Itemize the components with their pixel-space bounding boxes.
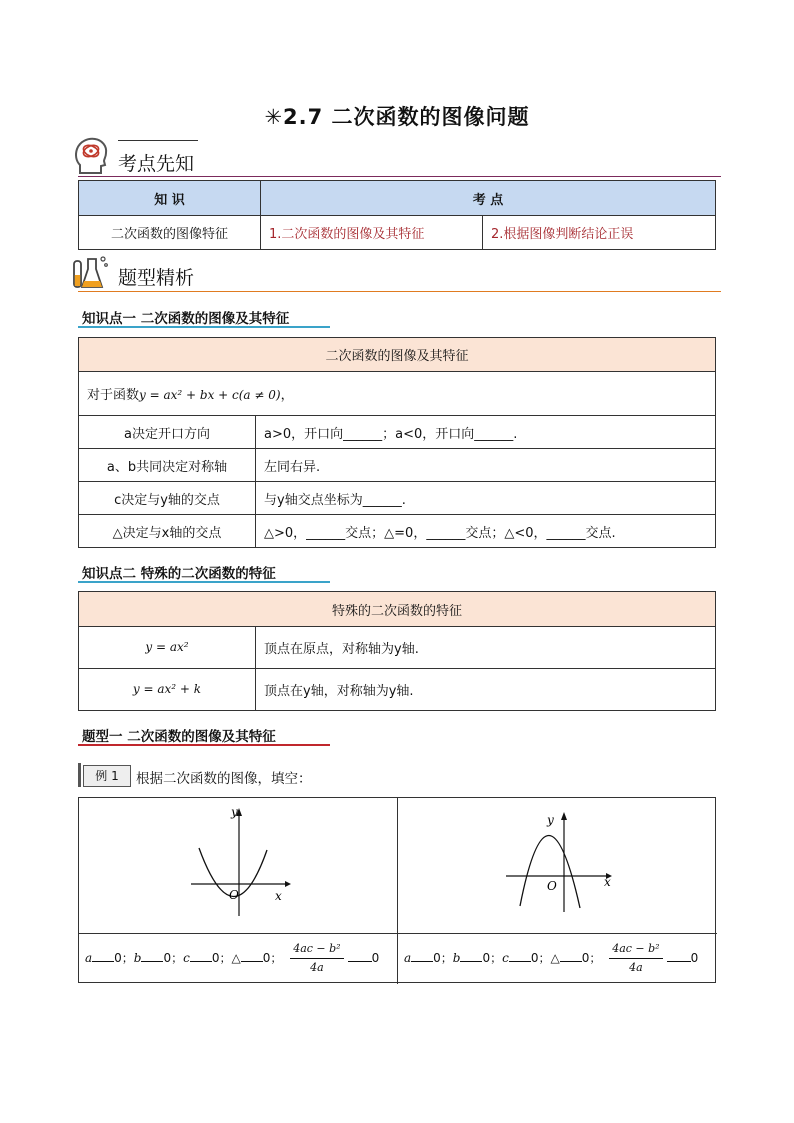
answer-line-2 <box>404 936 716 980</box>
var-delta: △ <box>231 951 241 965</box>
features-intro <box>79 372 716 416</box>
row-right-2: 左同右异. <box>256 449 716 482</box>
graph1-x-label: x <box>275 889 282 903</box>
blank-end: 0； <box>433 951 453 965</box>
row-left-3: c决定与y轴的交点 <box>79 482 256 515</box>
var-c: c <box>502 951 509 965</box>
special-left-2 <box>79 669 256 711</box>
blank-end: 0； <box>211 951 232 965</box>
brain-icon <box>74 137 108 175</box>
section-underline <box>78 176 721 177</box>
blank-end: 0； <box>530 951 551 965</box>
last-zero: 0 <box>690 951 699 965</box>
blank-end: 0； <box>262 951 283 965</box>
answer-line-1 <box>85 936 397 980</box>
example-label: 例 1 <box>83 765 131 787</box>
graph2-origin-label: O <box>547 879 557 893</box>
section-underline-2 <box>78 291 721 292</box>
graph-upward-parabola <box>179 804 299 924</box>
kp1-underline <box>78 326 330 328</box>
section-heading-exam-points: 考点先知 <box>118 153 195 175</box>
kp2-underline <box>78 581 330 583</box>
row-left-4: △决定与x轴的交点 <box>79 515 256 548</box>
graph-downward-parabola <box>502 804 622 924</box>
row-left-1: a决定开口方向 <box>79 416 256 449</box>
graph1-y-label: y <box>231 805 238 819</box>
graph2-x-label: x <box>604 875 611 889</box>
special-right-1: 顶点在原点，对称轴为y轴. <box>256 627 716 669</box>
formula-2: y = ax² + k <box>132 682 202 696</box>
var-delta: △ <box>550 951 560 965</box>
col-knowledge-header: 知 识 <box>79 181 261 216</box>
row-right-3: 与y轴交点坐标为______. <box>256 482 716 515</box>
graph2-y-label: y <box>547 813 554 827</box>
row-left-2: a、b共同决定对称轴 <box>79 449 256 482</box>
type1-underline <box>78 744 330 746</box>
intro-formula: y = ax² + bx + c(a ≠ 0) <box>139 388 281 402</box>
fraction-1 <box>290 942 343 975</box>
var-c: c <box>183 951 190 965</box>
last-zero: 0 <box>371 951 380 965</box>
var-a: a <box>85 951 93 965</box>
example-badge <box>78 763 130 787</box>
exam-point-1: 1.二次函数的图像及其特征 <box>261 216 483 250</box>
special-functions-table <box>78 591 716 711</box>
var-b: b <box>452 951 461 965</box>
var-a: a <box>404 951 412 965</box>
document-title: ✳2.7 二次函数的图像问题 <box>264 105 530 129</box>
var-b: b <box>133 951 142 965</box>
section-heading-question-types: 题型精析 <box>118 267 195 289</box>
example-table <box>78 797 716 983</box>
formula-1: y = ax² <box>145 640 189 654</box>
blank-end: 0； <box>482 951 503 965</box>
row-right-1: a>0，开口向______；a<0，开口向______. <box>256 416 716 449</box>
frac-num: 4ac − b² <box>609 942 662 959</box>
fraction-2 <box>609 942 662 975</box>
graph1-origin-label: O <box>229 888 239 902</box>
features-table-header: 二次函数的图像及其特征 <box>79 338 716 372</box>
example-prompt: 根据二次函数的图像，填空： <box>136 771 312 787</box>
blank-end: 0； <box>163 951 184 965</box>
frac-den: 4a <box>629 961 643 974</box>
special-right-2: 顶点在y轴，对称轴为y轴. <box>256 669 716 711</box>
knowledge-point-1-heading: 知识点一 二次函数的图像及其特征 <box>82 311 290 327</box>
special-table-header: 特殊的二次函数的特征 <box>79 592 716 627</box>
features-table <box>78 337 716 548</box>
col-exam-header: 考 点 <box>261 181 716 216</box>
exam-points-table <box>78 180 716 250</box>
blank-end: 0； <box>114 951 134 965</box>
knowledge-cell: 二次函数的图像特征 <box>79 216 261 250</box>
row-right-4: △>0，______交点；△=0，______交点；△<0，______交点. <box>256 515 716 548</box>
knowledge-point-2-heading: 知识点二 特殊的二次函数的特征 <box>82 566 276 582</box>
special-left-1 <box>79 627 256 669</box>
section-decor-line <box>118 140 198 141</box>
exam-point-2: 2.根据图像判断结论正误 <box>483 216 716 250</box>
frac-num: 4ac − b² <box>290 942 343 959</box>
intro-suffix: ， <box>280 388 294 403</box>
intro-prefix: 对于函数 <box>87 388 140 403</box>
flask-icon <box>70 253 110 291</box>
blank-end: 0； <box>581 951 602 965</box>
frac-den: 4a <box>310 961 324 974</box>
question-type-1-heading: 题型一 二次函数的图像及其特征 <box>82 729 276 745</box>
